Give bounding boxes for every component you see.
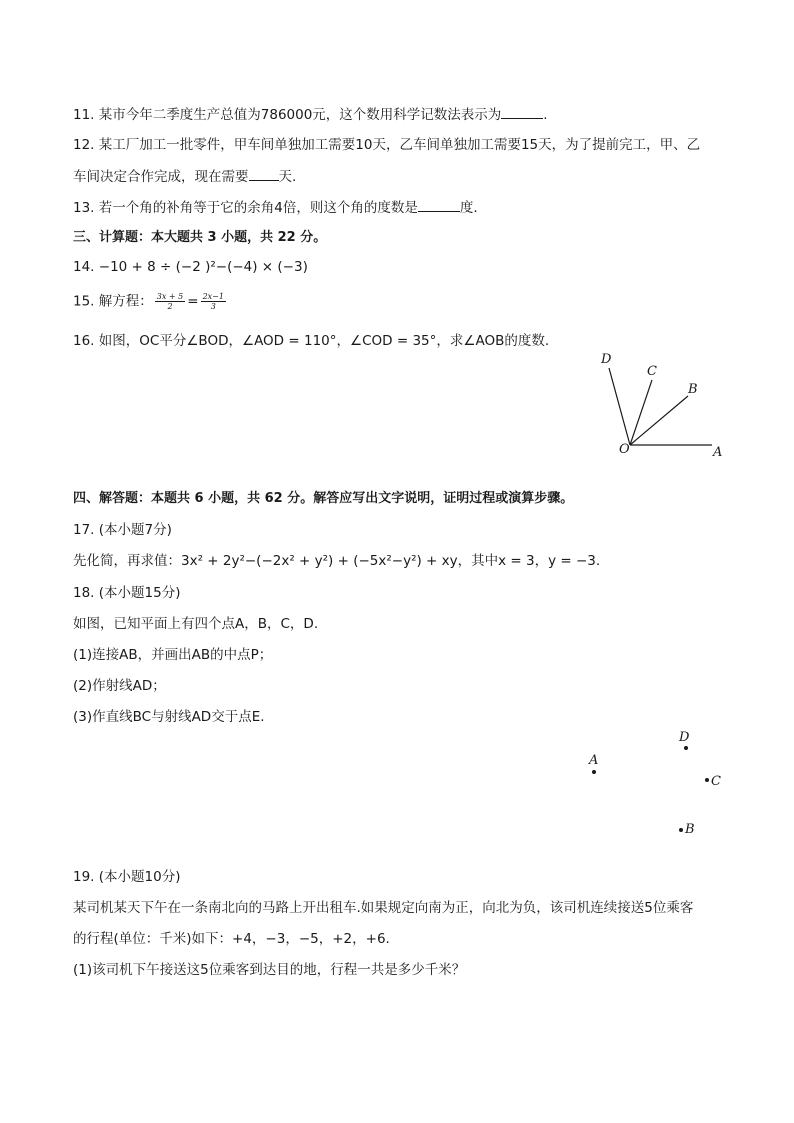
- question-17-body: 先化简，再求值：3x² + 2y²−(−2x² + y²) + (−5x²−y²) + xy，其中x = 3，y = −3.: [73, 553, 601, 569]
- question-19-part1: (1)该司机下午接送这5位乘客到达目的地，行程一共是多少千米？: [73, 962, 466, 978]
- answer-blank: [501, 104, 543, 119]
- answer-blank: [418, 197, 460, 212]
- question-16: 16. 如图，OC平分∠BOD，∠AOD = 110°，∠COD = 35°，求∠AOB的度数.: [73, 333, 550, 349]
- question-17-head: 17. (本小题7分): [73, 522, 172, 538]
- question-19-line1: 某司机某天下午在一条南北向的马路上开出租车.如果规定向南为正，向北为负，该司机连续接送5位乘客: [73, 900, 694, 916]
- question-15: [73, 292, 228, 311]
- question-12-text: 车间决定合作完成，现在需要: [73, 169, 249, 185]
- question-18-part3: (3)作直线BC与射线AD交于点E.: [73, 709, 265, 725]
- point-A: [592, 770, 596, 774]
- point-label-D: D: [679, 730, 690, 745]
- question-18-head: 18. (本小题15分): [73, 585, 181, 601]
- question-14: 14. −10 + 8 ÷ (−2 )²−(−4) × (−3): [73, 259, 308, 275]
- label-B: B: [688, 382, 698, 397]
- equals-sign: =: [187, 293, 199, 310]
- section-3-heading: 三、计算题：本大题共 3 小题，共 22 分。: [73, 230, 327, 245]
- question-11: [73, 104, 548, 124]
- point-D: [684, 746, 688, 750]
- point-label-B: B: [685, 822, 695, 837]
- question-13-end: 度.: [459, 200, 478, 216]
- label-D: D: [601, 352, 612, 367]
- question-12-end: 天.: [278, 169, 297, 185]
- question-11-text: 11. 某市今年二季度生产总值为786000元，这个数用科学记数法表示为: [73, 107, 502, 123]
- fraction-left: $\frac{3x + 5}{2}$: [156, 292, 184, 311]
- question-11-end: .: [543, 107, 548, 123]
- section-4-heading: 四、解答题：本题共 6 小题，共 62 分。解答应写出文字说明，证明过程或演算步骤。: [73, 491, 574, 506]
- label-A: A: [713, 445, 723, 460]
- answer-blank: [249, 166, 279, 181]
- question-19-head: 19. (本小题10分): [73, 869, 181, 885]
- question-12-line2: [73, 166, 296, 186]
- question-12-line1: 12. 某工厂加工一批零件，甲车间单独加工需要10天，乙车间单独加工需要15天，为了提前完工，甲、乙: [73, 137, 701, 153]
- question-18-part2: (2)作射线AD；: [73, 678, 166, 694]
- question-18-part1: (1)连接AB，并画出AB的中点P；: [73, 647, 273, 663]
- fraction-right: $\frac{2x-1}{3}$: [202, 292, 224, 311]
- question-13: [73, 197, 478, 217]
- point-B: [679, 828, 683, 832]
- point-C: [705, 778, 709, 782]
- question-18-intro: 如图，已知平面上有四个点A，B，C，D.: [73, 616, 319, 632]
- question-19-line2: 的行程(单位：千米)如下：+4，−3，−5，+2，+6.: [73, 931, 390, 947]
- label-O: O: [619, 442, 630, 457]
- question-13-text: 13. 若一个角的补角等于它的余角4倍，则这个角的度数是: [73, 200, 418, 216]
- point-label-A: A: [589, 753, 599, 768]
- angle-figure: [590, 350, 730, 465]
- ray-OD: [609, 368, 630, 445]
- label-C: C: [647, 364, 657, 379]
- question-15-label: 15. 解方程：: [73, 293, 153, 310]
- point-label-C: C: [711, 774, 721, 789]
